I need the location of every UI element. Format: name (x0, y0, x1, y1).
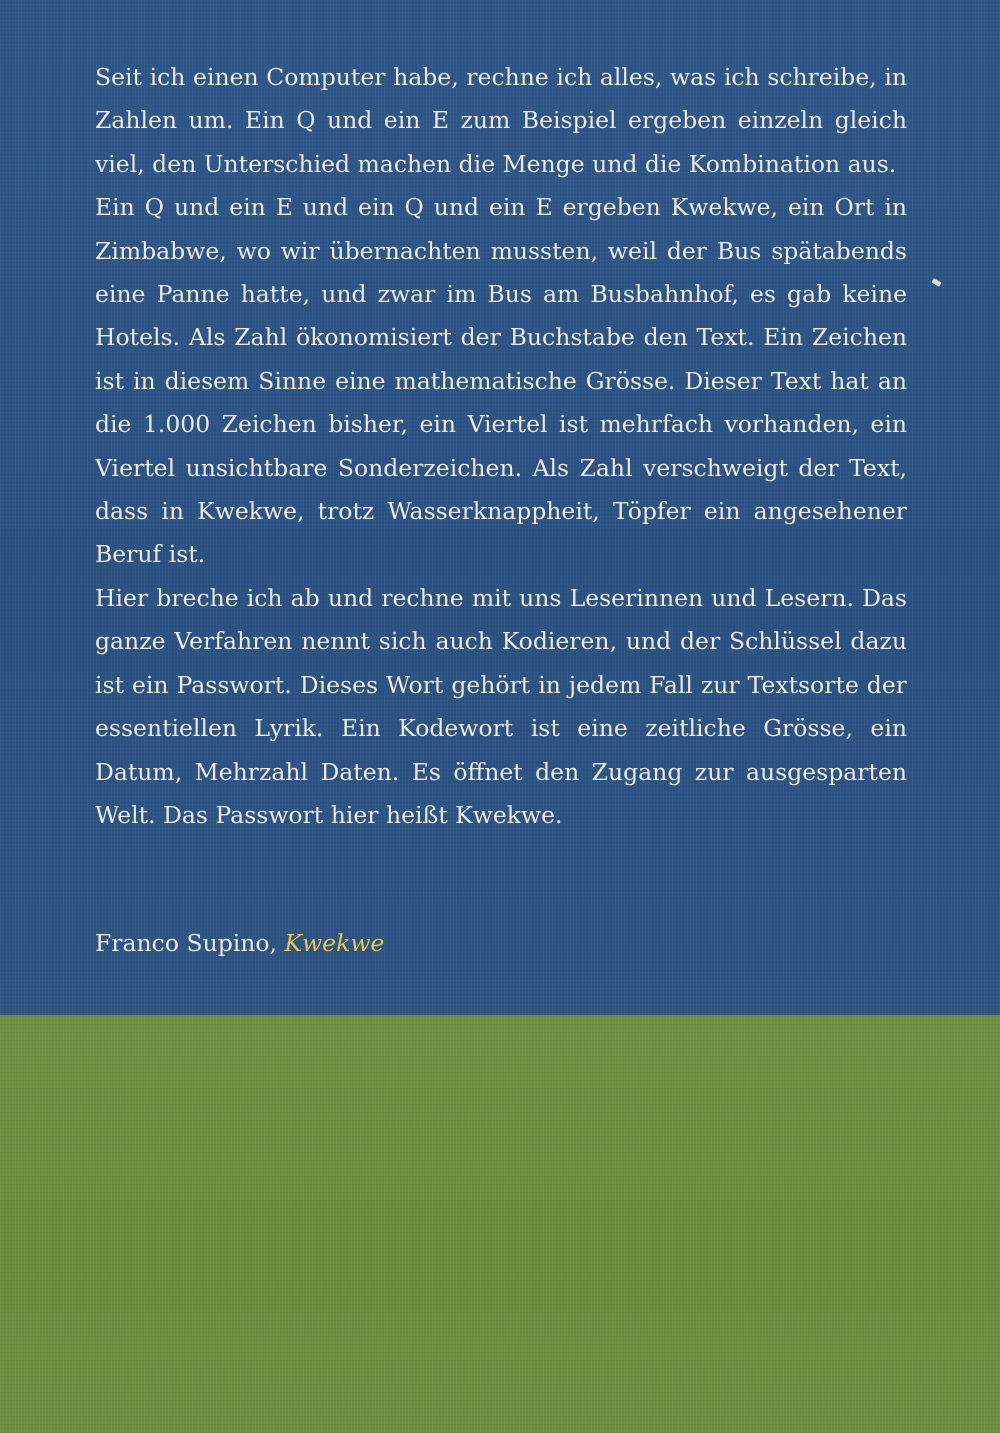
green-cover-panel (0, 1015, 1000, 1433)
blurb-paragraph-1: Seit ich einen Computer habe, rechne ich alles, was ich schreibe, in Zahlen um. Ein Q und ein E zum Beispiel ergeben einzeln gleich viel, den Unterschied machen die Menge und die Kombination aus. (95, 63, 907, 178)
author-name: Franco Supino, (95, 929, 278, 957)
attribution (95, 922, 384, 965)
book-title: Kwekwe (284, 929, 385, 957)
blurb-paragraph-3: Hier breche ich ab und rechne mit uns Leserinnen und Lesern. Das ganze Verfahren nennt sich auch Kodieren, und der Schlüssel dazu ist ein Passwort. Dieses Wort gehört in jedem Fall zur Textsorte der essentiellen Lyrik. Ein Kodewort ist eine zeitliche Grösse, ein Datum, Mehrzahl Daten. Es öffnet den Zugang zur ausgesparten Welt. Das Passwort hier heißt Kwekwe. (95, 583, 907, 829)
blurb-text (95, 56, 907, 837)
blurb-paragraph-2: Ein Q und ein E und ein Q und ein E ergeben Kwekwe, ein Ort in Zimbabwe, wo wir übernachten mussten, weil der Bus spätabends eine Panne hatte, und zwar im Bus am Busbahnhof, es gab keine Hotels. Als Zahl ökonomisiert der Buchstabe den Text. Ein Zeichen ist in diesem Sinne eine mathematische Grösse. Dieser Text hat an die 1.000 Zeichen bisher, ein Viertel ist mehrfach vorhanden, ein Viertel unsichtbare Sonderzeichen. Als Zahl verschweigt der Text, dass in Kwekwe, trotz Wasserknappheit, Töpfer ein angesehener Beruf ist. (95, 193, 907, 569)
